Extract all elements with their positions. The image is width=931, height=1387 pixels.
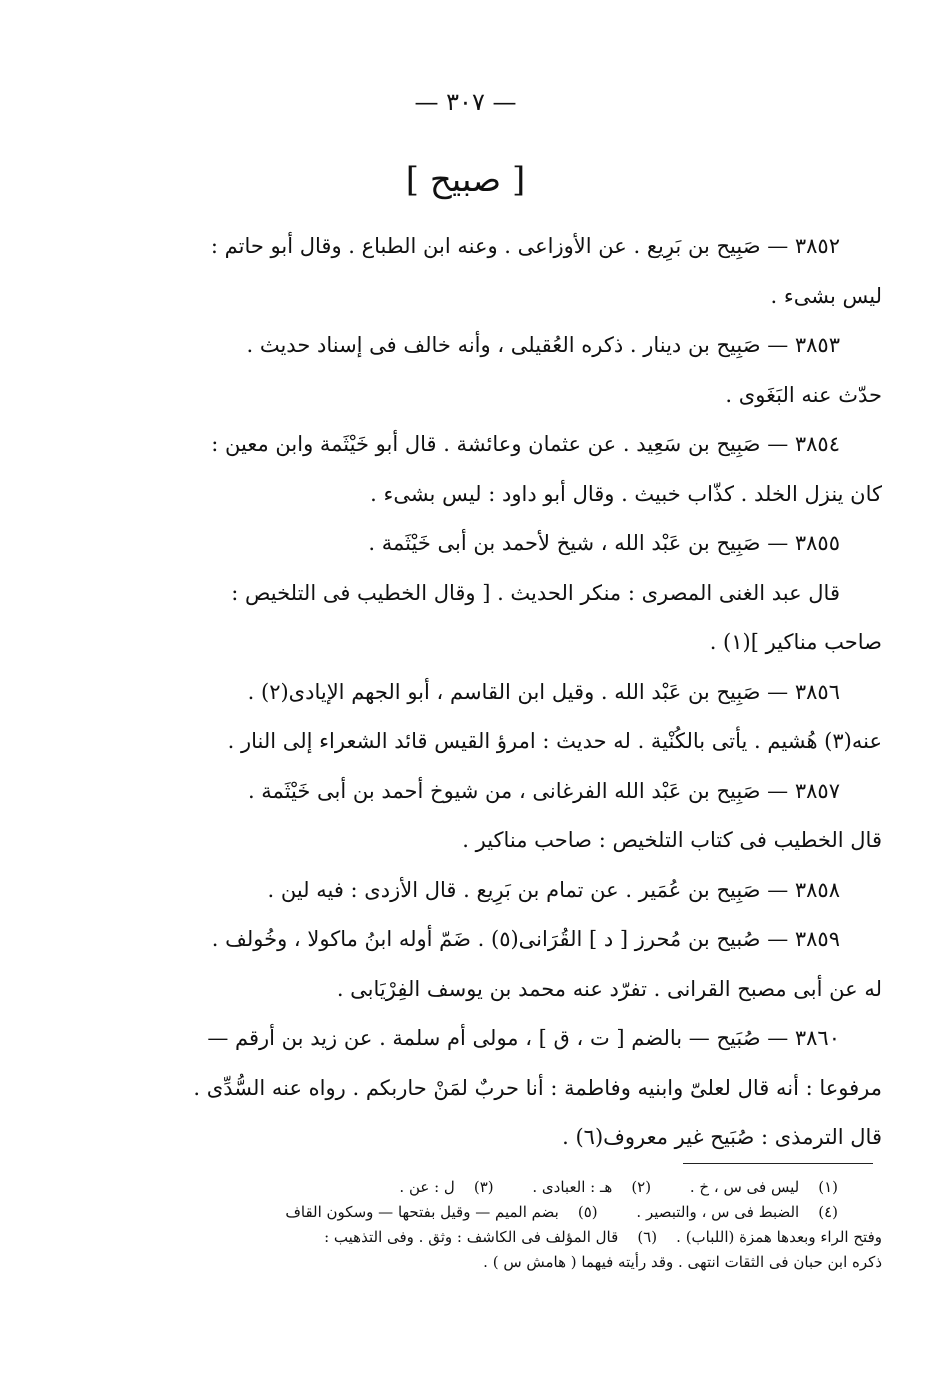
entry-line: ٣٨٥٤ — صَبِيح بن سَعِيد . عن عثمان وعائشة . قال أبو خَيْثَمة وابن معين : — [211, 432, 840, 456]
footnote-continuation: ذكره ابن حبان فى الثقات انتهى . وقد رأيته فيهما ( هامش س ) . — [483, 1253, 882, 1271]
footnote-text: قال المؤلف فى الكاشف : وثق . وفى التذهيب : — [324, 1228, 619, 1246]
footnote-item — [690, 1178, 838, 1196]
footnote-number: (٤) — [818, 1203, 838, 1221]
footnote-item — [285, 1203, 597, 1221]
entry-line: حدّث عنه البَغَوى . — [725, 382, 882, 407]
entry-line: ٣٨٥٧ — صَبِيح بن عَبْد الله الفرغانى ، من شيوخ أحمد بن أبى خَيْثَمة . — [247, 778, 840, 803]
entry-line: له عن أبى مصبح القرانى . تفرّد عنه محمد بن يوسف الفِرْيَابى . — [336, 976, 882, 1001]
footnote-continuation: وفتح الراء وبعدها همزة (اللباب) . — [676, 1228, 882, 1246]
footnote-text: ل : عن . — [399, 1178, 455, 1196]
footnote-item — [399, 1178, 493, 1196]
footnote-item — [636, 1203, 838, 1221]
section-heading: [ صبيح ] — [405, 160, 526, 200]
entry-line: ٣٨٥٣ — صَبِيح بن دينار . ذكره العُقيلى ، وأنه خالف فى إسناد حديث . — [246, 333, 840, 357]
footnote-number: (٥) — [577, 1203, 598, 1221]
footnote-row — [160, 1175, 882, 1200]
entry-line: قال الترمذى : صُبَيح غير معروف(٦) . — [562, 1125, 882, 1149]
footnote-text: هـ : العبادى . — [532, 1178, 613, 1196]
footnote-row — [160, 1225, 882, 1250]
footnote-text: بضم الميم — وقيل بفتحها — وسكون القاف — [285, 1203, 559, 1221]
entry-line: ٣٨٥٩ — صُبيح بن مُحرز [ د ] القُرَانى(٥) . ضَمّ أوله ابنُ ماكولا ، وخُولف . — [211, 927, 840, 951]
entry-line: قال الخطيب فى كتاب التلخيص : صاحب مناكير . — [462, 828, 882, 852]
footnote-text: ليس فى س ، خ . — [689, 1178, 800, 1196]
page-number: — ٣٠٧ — — [414, 88, 517, 116]
entry-line: ٣٨٥٦ — صَبِيح بن عَبْد الله . وقيل ابن القاسم ، أبو الجهم الإيادى(٢) . — [247, 679, 840, 704]
footnote-text: الضبط فى س ، والتبصير . — [636, 1203, 800, 1221]
entry-line: ليس بشىء . — [770, 283, 882, 308]
footnote-divider — [683, 1163, 873, 1164]
entry-line: عنه(٣) هُشيم . يأتى بالكُنْية . له حديث : امرؤ القيس قائد الشعراء إلى النار . — [227, 729, 882, 753]
entry-line: قال عبد الغنى المصرى : منكر الحديث . [ وقال الخطيب فى التلخيص : — [231, 580, 840, 605]
entry-line: ٣٨٥٨ — صَبِيح بن عُمَير . عن تمام بن بَرِيع . قال الأزدى : فيه لين . — [267, 877, 840, 902]
footnote-number: (٢) — [631, 1178, 652, 1196]
entry-line: مرفوعا : أنه قال لعلىّ وابنيه وفاطمة : أنا حربٌ لمَنْ حاربكم . رواه عنه السُّدِّى . — [193, 1075, 882, 1100]
footnote-row — [160, 1250, 882, 1275]
entries-body — [160, 222, 882, 1163]
entry-line: ٣٨٦٠ — صُبَيح — بالضم [ ت ، ق ] ، مولى أم سلمة . عن زيد بن أرقم — — [207, 1026, 840, 1050]
footnote-item — [532, 1178, 651, 1196]
footnote-row — [160, 1200, 882, 1225]
entry-line: ٣٨٥٢ — صَبِيح بن بَرِيع . عن الأوزاعى . وعنه ابن الطباع . وقال أبو حاتم : — [210, 234, 840, 258]
entry-line: ٣٨٥٥ — صَبِيح بن عَبْد الله ، شيخ لأحمد بن أبى خَيْثَمة . — [368, 531, 840, 555]
footnote-number: (١) — [818, 1178, 838, 1196]
footnote-number: (٣) — [473, 1178, 494, 1196]
footnotes — [160, 1175, 882, 1275]
entry-line: كان ينزل الخلد . كذّاب خبيث . وقال أبو داود : ليس بشىء . — [370, 481, 882, 506]
entry-line: صاحب مناكير ](١) . — [709, 630, 882, 654]
footnote-number: (٦) — [637, 1228, 658, 1246]
